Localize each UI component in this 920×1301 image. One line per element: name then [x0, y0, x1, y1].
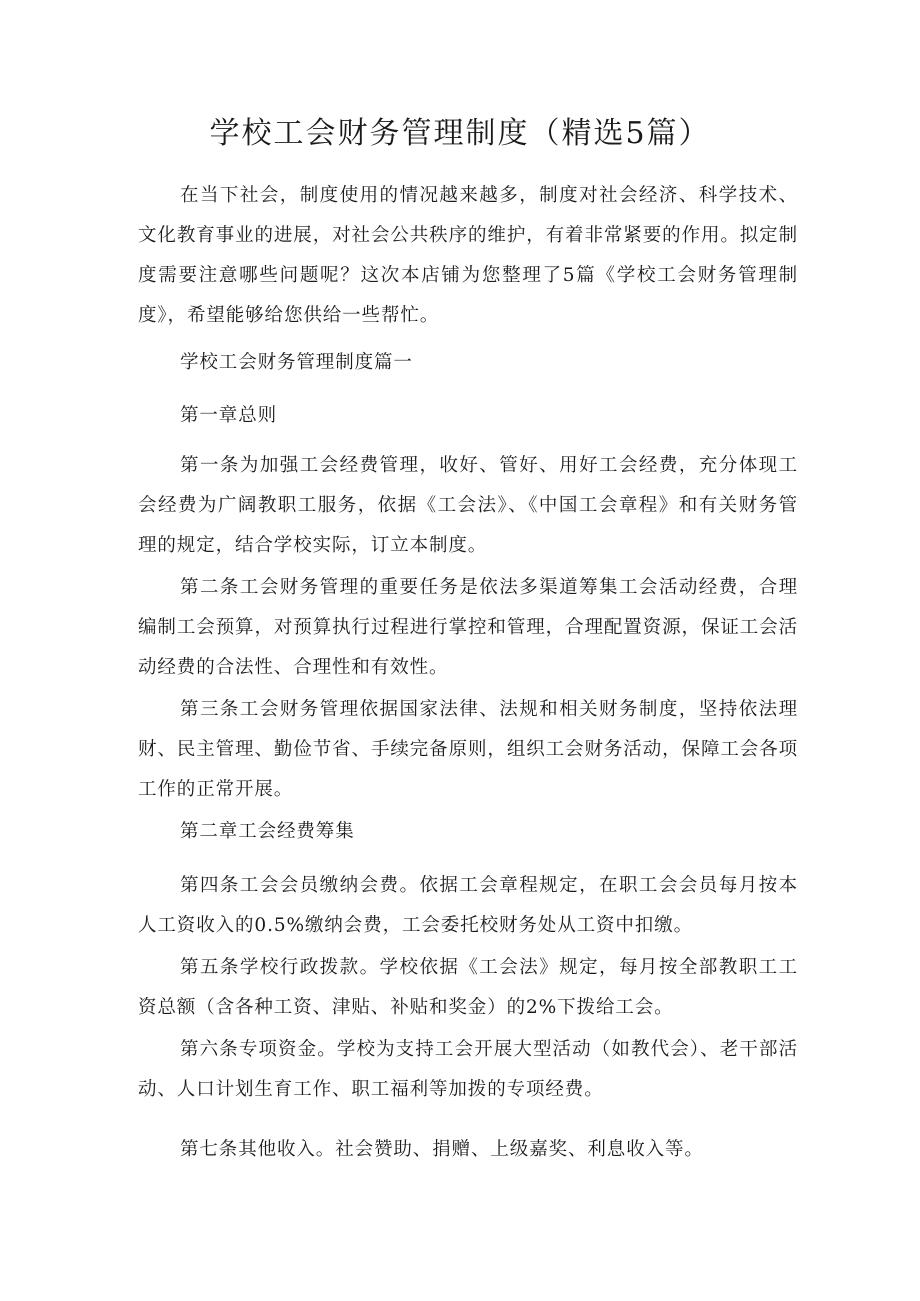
article-paragraph: 第七条其他收入。社会赞助、捐赠、上级嘉奖、利息收入等。 — [180, 1139, 704, 1160]
article-paragraph: 第三条工会财务管理依据国家法律、法规和相关财务制度，坚持依法理财、民主管理、勤俭节省、手续完备原则，组织工会财务活动，保障工会各项工作的正常开展。 — [138, 699, 798, 800]
intro-paragraph: 在当下社会，制度使用的情况越来越多，制度对社会经济、科学技术、文化教育事业的进展，对社会公共秩序的维护，有着非常紧要的作用。拟定制度需要注意哪些问题呢？这次本店铺为您整理了5篇《学校工会财务管理制度》，希望能够给您供给一些帮忙。 — [138, 185, 798, 326]
article-paragraph: 第二条工会财务管理的重要任务是依法多渠道筹集工会活动经费，合理编制工会预算，对预算执行过程进行掌控和管理，合理配置资源，保证工会活动经费的合法性、合理性和有效性。 — [138, 577, 798, 678]
article-paragraph: 第六条专项资金。学校为支持工会开展大型活动（如教代会）、老干部活动、人口计划生育工作、职工福利等加拨的专项经费。 — [138, 1039, 798, 1100]
document-title: 学校工会财务管理制度（精选5篇） — [209, 116, 711, 151]
section-heading-part-one: 学校工会财务管理制度篇一 — [180, 352, 413, 373]
chapter-heading-funding: 第二章工会经费筹集 — [180, 821, 355, 842]
article-paragraph: 第五条学校行政拨款。学校依据《工会法》规定，每月按全部教职工工资总额（含各种工资、津贴、补贴和奖金）的2%下拨给工会。 — [138, 957, 798, 1018]
article-paragraph: 第四条工会会员缴纳会费。依据工会章程规定，在职工会会员每月按本人工资收入的0.5%缴纳会费，工会委托校财务处从工资中扣缴。 — [138, 875, 798, 936]
article-paragraph: 第一条为加强工会经费管理，收好、管好、用好工会经费，充分体现工会经费为广阔教职工服务，依据《工会法》、《中国工会章程》和有关财务管理的规定，结合学校实际，订立本制度。 — [138, 455, 798, 556]
chapter-heading-general: 第一章总则 — [180, 405, 278, 426]
